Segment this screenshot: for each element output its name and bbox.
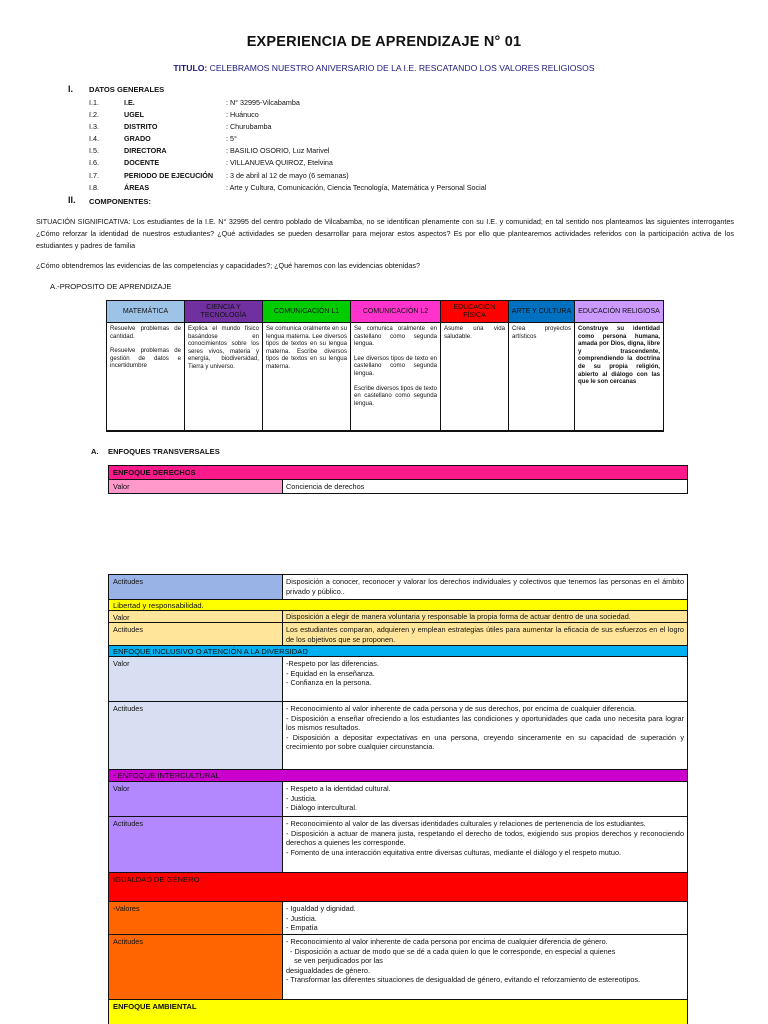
proposito-body: Se comunica oralmente en castellano como segunda lengua. Lee diversos tipos de texto en castellano como segunda lengua. Escribe diversos tipos de texto en castellano como segunda lengua. [354, 325, 437, 407]
proposito-col-educacion-fisica [441, 301, 509, 430]
inclusivo-actitudes-row [108, 701, 688, 770]
row-values: -Respeto por las diferencias. - Equidad en la enseñanza. - Confianza en la persona. [286, 659, 379, 688]
proposito-table [106, 300, 664, 432]
enfoque-derechos-title: ENFOQUE DERECHOS [108, 465, 688, 480]
intercultural-actitudes-row [108, 816, 688, 873]
intercultural-valor-row [108, 781, 688, 817]
row-value: Conciencia de derechos [286, 482, 365, 491]
subtitle-text: CELEBRAMOS NUESTRO ANIVERSARIO DE LA I.E. RESCATANDO LOS VALORES RELIGIOSOS [209, 63, 595, 73]
proposito-head: CIENCIA Y TECNOLOGÍA [185, 301, 262, 323]
proposito-col-arte [509, 301, 575, 430]
genero-valor-row [108, 901, 688, 935]
section-2-heading: COMPONENTES: [89, 197, 152, 206]
row-label: Actitudes [109, 935, 283, 999]
proposito-col-religiosa [575, 301, 663, 430]
proposito-body: Crea proyectos artísticos [512, 325, 571, 340]
derechos-actitudes-row [108, 574, 688, 600]
proposito-col-comunicacion-l1 [263, 301, 351, 430]
row-values: - Reconocimiento al valor inherente de cada persona por encima de cualquier diferencia de género. - Disposición a actuar de modo que se dé a cada quien lo que le corresponde, en especial a quienes se ven perjudicados por las desigualdades de género. - Transformar las diferentes situaciones de desigualdad de género, evitando el reforzamiento de estereotipos. [286, 937, 641, 985]
libertad-title: Libertad y responsabilidad. [108, 599, 688, 611]
dato-row: I.8. ÁREAS : Arte y Cultura, Comunicación, Ciencia Tecnología, Matemática y Personal Social [89, 182, 487, 192]
dato-row: I.4. GRADO : 5° [89, 134, 237, 144]
enfoque-ambiental-title: ENFOQUE AMBIENTAL [108, 999, 688, 1024]
proposito-head: MATEMÁTICA [107, 301, 184, 323]
row-values: - Reconocimiento al valor inherente de cada persona y de sus derechos, por encima de cualquier diferencia. - Disposición a enseñar ofreciendo a los estudiantes las condiciones y oportunidades que cada uno necesita para lograr los mismos resultados. - Disposición a depositar expectativas en una persona, creyendo sinceramente en su capacidad de superación y crecimiento por sobre cualquier circunstancia. [286, 704, 684, 752]
row-label: -Valores [109, 902, 283, 934]
row-values: - Reconocimiento al valor de las diversas identidades culturales y relaciones de pertenencia de los estudiantes. - Disposición a actuar de manera justa, respetando el derecho de todos, exigiendo sus propios derechos y reconociendo derechos a quienes les corresponde. - Fomento de una interacción equitativa entre diversas culturas, mediante el diálogo y el respeto mutuo. [286, 819, 684, 857]
proposito-body: Construye su identidad como persona humana, amada por Dios, digna, libre y trascendente, comprendiendo la doctrina de su propia religión, abierto al diálogo con las que le son cercanas [578, 325, 660, 386]
enfoque-inclusivo-title: ENFOQUE INCLUSIVO O ATENCIÓN A LA DIVERSIDAD [108, 645, 688, 657]
row-label: Valor [109, 657, 283, 701]
row-label: Actitudes [109, 575, 283, 599]
dato-row: I.6. DOCENTE : VILLANUEVA QUIROZ, Etelvina [89, 158, 333, 168]
dato-row: I.3. DISTRITO : Churubamba [89, 122, 272, 132]
proposito-head: EDUCACIÓN RELIGIOSA [575, 301, 663, 323]
proposito-body: Explica el mundo físico basándose en conocimientos sobre los seres vivos, materia y energía, biodiversidad, Tierra y universo. [188, 325, 259, 370]
row-label: Valor [109, 611, 283, 622]
row-value: Disposición a conocer, reconocer y valorar los derechos individuales y colectivos que tenemos las personas en el ámbito privado y público.. [286, 577, 684, 596]
derechos-valor-row [108, 479, 688, 494]
proposito-col-ciencia [185, 301, 263, 430]
dato-row: I.5. DIRECTORA : BASILIO OSORIO, Luz Marivel [89, 146, 330, 156]
row-values: - Respeto a la identidad cultural. - Justicia. - Diálogo intercultural. [286, 784, 391, 813]
datos-generales-list [89, 97, 486, 194]
proposito-body: Se comunica oralmente en su lengua materna. Lee diversos tipos de textos en su lengua materna. Escribe diversos tipos de textos en su lengua materna. [266, 325, 347, 370]
proposito-head: COMUNICACIÓN L1 [263, 301, 350, 323]
proposito-body: Resuelve problemas de cantidad. Resuelve problemas de gestión de datos e incertidumbre [110, 325, 181, 370]
row-label: Actitudes [109, 702, 283, 769]
page-title: EXPERIENCIA DE APRENDIZAJE N° 01 [246, 34, 522, 50]
enfoque-intercultural-title: - ENFOQUE INTERCULTURAL [108, 769, 688, 782]
situacion-significativa: SITUACIÓN SIGNIFICATIVA: Los estudiantes de la I.E. N° 32995 del centro poblado de Vilcabamba, no se identifican plenamente con su I.E. y comunidad; en tal sentido nos planteamos las siguientes interrogantes ¿Cómo reforzar la identidad de nuestros estudiantes? ¿Qué actividades se pueden desarrollar para mejorar estos aspectos? Es por ello que plantearemos actividades referidos con la participación activa de los estudiantes y padres de familia [36, 217, 734, 250]
proposito-head: ARTE Y CULTURA [509, 301, 574, 323]
pregunta-evidencias: ¿Cómo obtendremos las evidencias de las competencias y capacidades?; ¿Qué haremos con las evidencias obtenidas? [36, 261, 420, 270]
inclusivo-valor-row [108, 656, 688, 702]
enfoques-heading: ENFOQUES TRANSVERSALES [108, 447, 220, 456]
proposito-body: Asume una vida saludable. [444, 325, 505, 340]
dato-row: I.2. UGEL : Huánuco [89, 110, 259, 120]
row-label: Valor [109, 480, 283, 493]
proposito-heading: A.-PROPOSITO DE APRENDIZAJE [50, 282, 172, 291]
proposito-col-comunicacion-l2 [351, 301, 441, 430]
section-1-numeral: I. [68, 84, 74, 94]
genero-actitudes-row [108, 934, 688, 1000]
dato-row: I.1. I.E. : N° 32995-Vilcabamba [89, 98, 300, 107]
row-value: Disposición a elegir de manera voluntaria y responsable la propia forma de actuar dentro de una sociedad. [286, 612, 631, 621]
proposito-head: EDUCACIÓN FÍSICA [441, 301, 508, 323]
row-value: Los estudiantes comparan, adquieren y emplean estrategias útiles para aumentar la eficacia de sus esfuerzos en el logro de los objetivos que se proponen. [286, 625, 684, 644]
row-label: Actitudes [109, 623, 283, 645]
section-1-heading: DATOS GENERALES [89, 85, 165, 94]
enfoques-letter: A. [91, 447, 99, 456]
row-values: - Igualdad y dignidad. - Justicia. - Empatía [286, 904, 356, 933]
section-2-numeral: II. [68, 195, 76, 205]
igualdad-genero-title: IGUALDAD DE GÉNERO [108, 872, 688, 902]
row-label: Actitudes [109, 817, 283, 872]
subtitle-label: TITULO: [173, 63, 208, 73]
libertad-actitudes-row [108, 622, 688, 646]
proposito-col-matematica [107, 301, 185, 430]
dato-row: I.7. PERIODO DE EJECUCIÓN : 3 de abril al 12 de mayo (6 semanas) [89, 170, 349, 180]
page-subtitle [0, 63, 768, 73]
row-label: Valor [109, 782, 283, 816]
proposito-head: COMUNICACIÓN L2 [351, 301, 440, 323]
